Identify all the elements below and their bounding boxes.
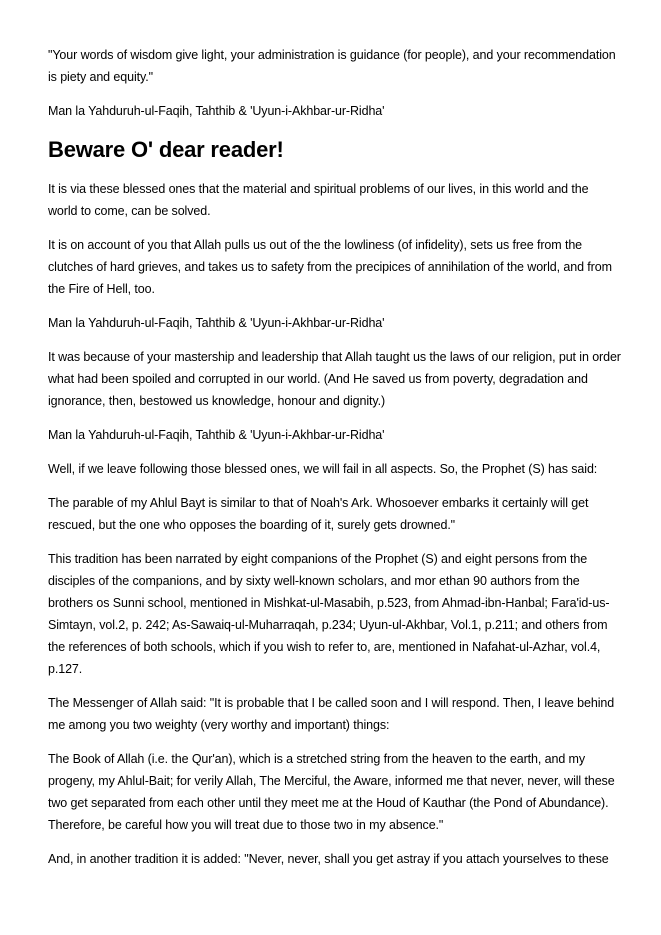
- paragraph-book-of-allah: The Book of Allah (i.e. the Qur'an), which is a stretched string from the heaven to the earth, and my progeny, my Ahlul-Bait; for verily Allah, The Merciful, the Aware, informed me that never, never, will these two get separated from each other until they meet me at the Houd of Kauthar (the Pond of Abundance). Therefore, be careful how you will treat due to those two in my absence.": [48, 752, 615, 832]
- paragraph-mastership: It was because of your mastership and leadership that Allah taught us the laws of our religion, put in order what had been spoiled and corrupted in our world. (And He saved us from poverty, degradation and ignorance, then, bestowed us knowledge, honour and dignity.): [48, 350, 621, 408]
- paragraph-tradition-sources: This tradition has been narrated by eight companions of the Prophet (S) and eight persons from the disciples of the companions, and by sixty well-known scholars, and mor ethan 90 authors from the brothers os Sunni school, mentioned in Mishkat-ul-Masabih, p.523, from Ahmad-ibn-Hanbal; Fara'id-us-Simtayn, vol.2, p. 242; As-Sawaiq-ul-Muharraqah, p.234; Uyun-ul-Akhbar, Vol.1, p.211; and others from the references of both schools, which if you wish to refer to, are, mentioned in Nafahat-ul-Azhar, vol.4, p.127.: [48, 552, 610, 676]
- source-reference-1: Man la Yahduruh-ul-Faqih, Tahthib & 'Uyun-i-Akhbar-ur-Ridha': [48, 104, 385, 118]
- section-heading: Beware O' dear reader!: [48, 137, 284, 162]
- paragraph-prophet-said: Well, if we leave following those blessed ones, we will fail in all aspects. So, the Prophet (S) has said:: [48, 462, 598, 476]
- paragraph-intro-quote: "Your words of wisdom give light, your administration is guidance (for people), and your recommendation is piety and equity.": [48, 48, 616, 84]
- paragraph-blessed-ones: It is via these blessed ones that the material and spiritual problems of our lives, in this world and the world to come, can be solved.: [48, 182, 589, 218]
- paragraph-another-tradition: And, in another tradition it is added: "Never, never, shall you get astray if you attach yourselves to these: [48, 852, 609, 866]
- source-reference-3: Man la Yahduruh-ul-Faqih, Tahthib & 'Uyun-i-Akhbar-ur-Ridha': [48, 428, 385, 442]
- paragraph-noahs-ark: The parable of my Ahlul Bayt is similar to that of Noah's Ark. Whosoever embarks it certainly will get rescued, but the one who opposes the boarding of it, surely gets drowned.": [48, 496, 589, 532]
- paragraph-on-account: It is on account of you that Allah pulls us out of the the lowliness (of infidelity), sets us free from the clutches of hard grieves, and takes us to safety from the precipices of annihilation of the world, and from the Fire of Hell, too.: [48, 238, 612, 296]
- source-reference-2: Man la Yahduruh-ul-Faqih, Tahthib & 'Uyun-i-Akhbar-ur-Ridha': [48, 316, 385, 330]
- paragraph-two-weighty-things: The Messenger of Allah said: "It is probable that I be called soon and I will respond. Then, I leave behind me among you two weighty (very worthy and important) things:: [48, 696, 615, 732]
